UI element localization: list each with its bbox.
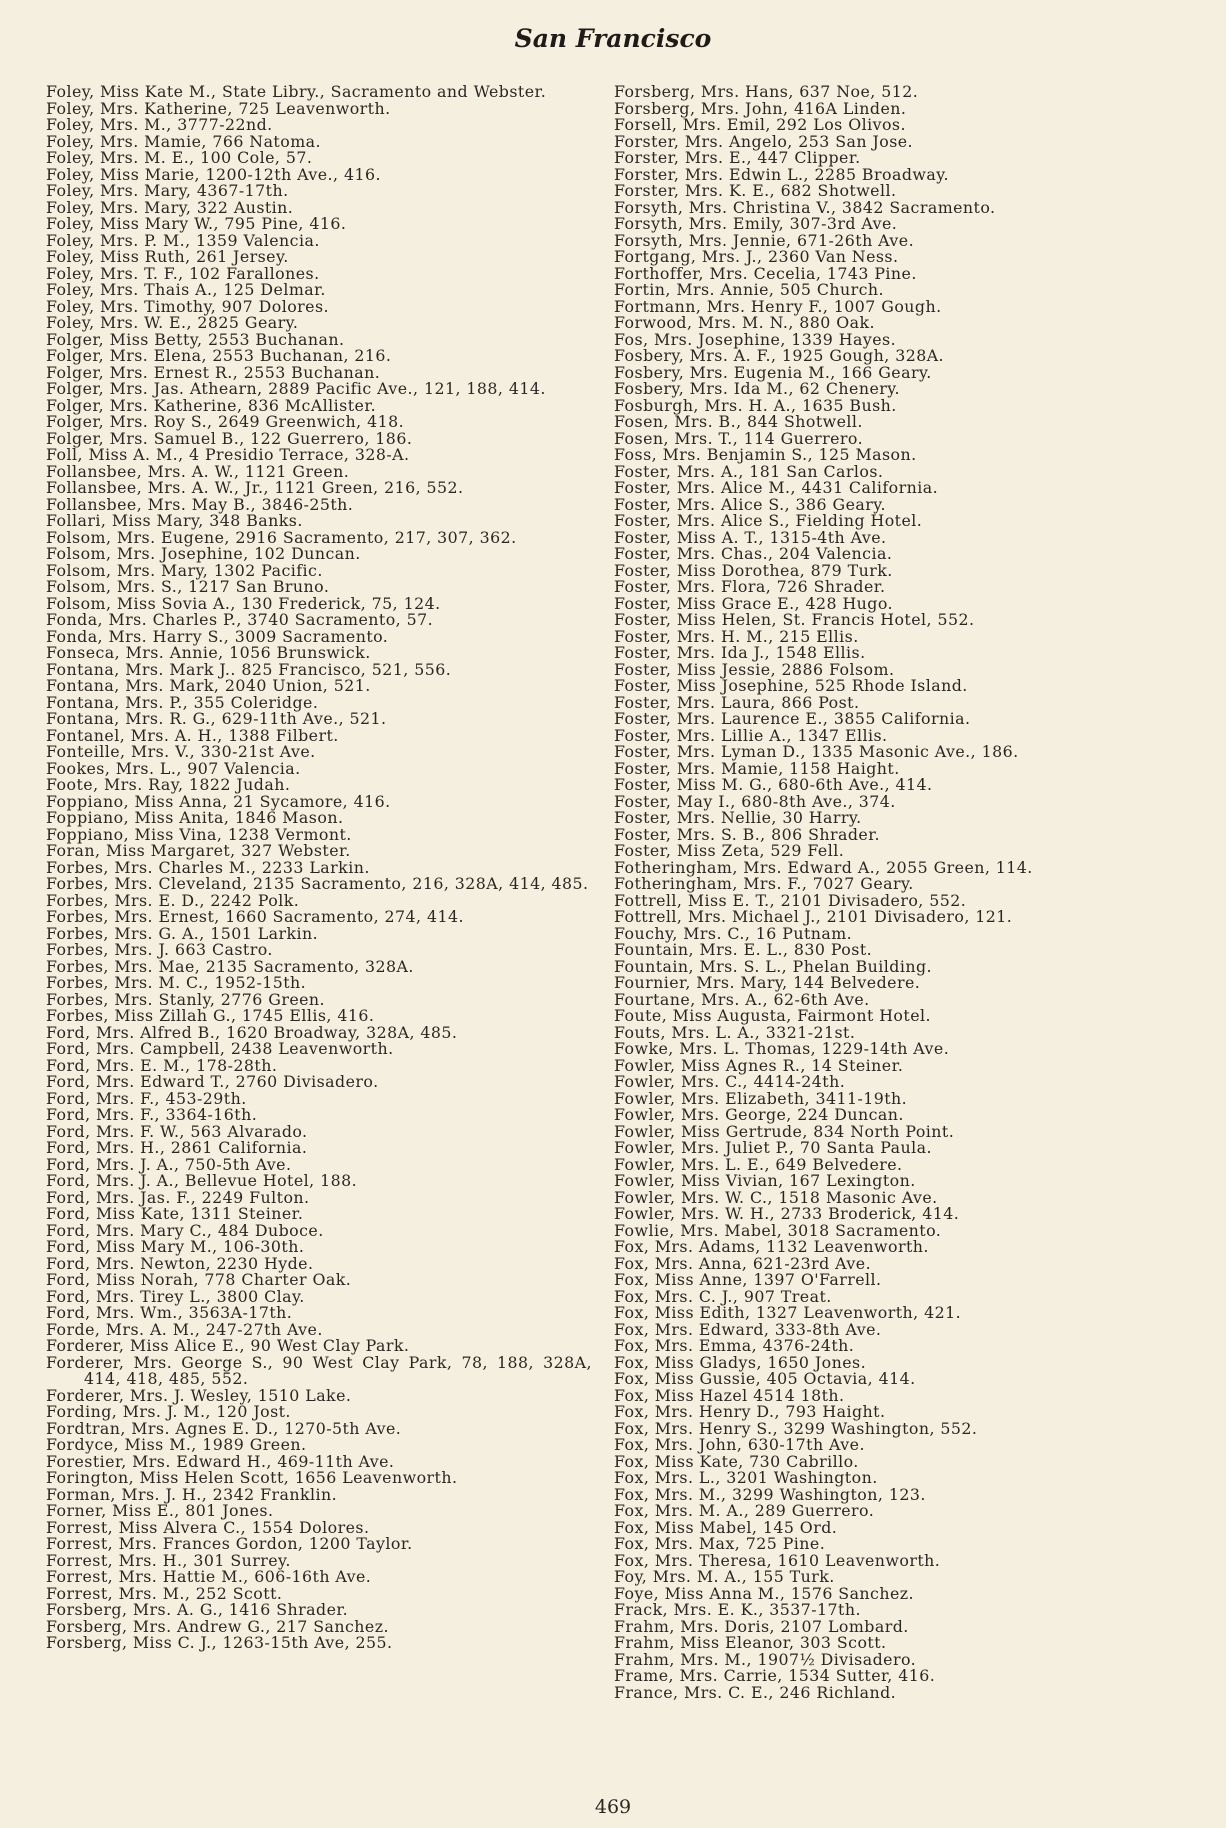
directory-entry: Foster, Mrs. Nellie, 30 Harry. [614,808,862,827]
directory-entry: Ford, Mrs. F., 453-29th. [46,1088,247,1108]
directory-entry: Fox, Miss Gladys, 1650 Jones. [614,1352,867,1372]
directory-entry: Folsom, Mrs. Eugene, 2916 Sacramento, 217, 307, 362. [46,527,517,547]
directory-entry: Foster, May I., 680-8th Ave., 374. [614,791,896,811]
directory-entry: Folger, Mrs. Jas. Athearn, 2889 Pacific Ave., 121, 188, 414. [46,379,546,398]
directory-entry: Fontana, Mrs. Mark, 2040 Union, 521. [46,676,371,695]
directory-entry: Forster, Mrs. Edwin L., 2285 Broadway. [614,164,949,184]
directory-entry: France, Mrs. C. E., 246 Richland. [614,1682,897,1702]
directory-entry: Forsberg, Mrs. Hans, 637 Noe, 512. [614,82,919,101]
directory-entry: Fortmann, Mrs. Henry F., 1007 Gough. [614,296,942,316]
directory-entry: Fotheringham, Mrs. Edward A., 2055 Green, 114. [614,857,1033,877]
directory-entry: Foster, Mrs. H. M., 215 Ellis. [614,626,859,646]
directory-entry: Forbes, Mrs. Cleveland, 2135 Sacramento, 216, 328A, 414, 485. [46,874,589,893]
directory-entry: Forbes, Mrs. Stanly, 2776 Green. [46,989,326,1009]
directory-entry: Fowler, Mrs. George, 224 Duncan. [614,1105,904,1124]
directory-entry: Folsom, Mrs. Josephine, 102 Duncan. [46,544,361,563]
directory-entry: Forington, Miss Helen Scott, 1656 Leavenworth. [46,1468,458,1487]
directory-entry: Forster, Mrs. Angelo, 253 San Jose. [614,131,914,151]
directory-entry: Foster, Miss A. T., 1315-4th Ave. [614,527,887,547]
directory-entry: Ford, Mrs. Edward T., 2760 Divisadero. [46,1072,379,1091]
directory-entry: Ford, Mrs. Mary C., 484 Duboce. [46,1220,324,1240]
directory-entry: Foster, Mrs. Flora, 726 Shrader. [614,577,886,596]
directory-entry: Foley, Mrs. Mamie, 766 Natoma. [46,131,321,151]
directory-entry: Ford, Mrs. Newton, 2230 Hyde. [46,1253,314,1273]
directory-entry: Frahm, Miss Eleanor, 303 Scott. [614,1633,887,1652]
directory-entry: Fountain, Mrs. E. L., 830 Post. [614,940,873,959]
directory-entry: Forbes, Mrs. Charles M., 2233 Larkin. [46,857,370,877]
directory-entry: Ford, Miss Kate, 1311 Steiner. [46,1204,304,1223]
directory-entry: Folger, Mrs. Ernest R., 2553 Buchanan. [46,362,381,382]
directory-entry: Fowler, Miss Agnes R., 14 Steiner. [614,1055,904,1075]
directory-entry: Fordtran, Mrs. Agnes E. D., 1270-5th Ave. [46,1418,402,1438]
directory-entry: Foster, Miss M. G., 680-6th Ave., 414. [614,775,933,794]
directory-entry: Folger, Mrs. Roy S., 2649 Greenwich, 418. [46,412,405,431]
directory-entry: Fonda, Mrs. Charles P., 3740 Sacramento, 57. [46,610,434,629]
directory-entry: Fox, Mrs. L., 3201 Washington. [614,1468,878,1487]
directory-entry: Foster, Mrs. Lyman D., 1335 Masonic Ave., 186. [614,742,1019,761]
directory-entry: Foute, Miss Augusta, Fairmont Hotel. [614,1006,931,1025]
directory-entry: Fox, Mrs. Max, 725 Pine. [614,1534,826,1553]
directory-entry: Foster, Miss Zeta, 529 Fell. [614,841,845,860]
directory-entry: Forbes, Mrs. Ernest, 1660 Sacramento, 274, 414. [46,907,464,926]
directory-entry: Foote, Mrs. Ray, 1822 Judah. [46,775,291,794]
directory-entry: Fosbery, Mrs. A. F., 1925 Gough, 328A. [614,346,945,365]
directory-entry: Forestier, Mrs. Edward H., 469-11th Ave. [46,1451,395,1471]
directory-entry: Ford, Mrs. Jas. F., 2249 Fulton. [46,1187,310,1207]
directory-entry: Forsberg, Mrs. Andrew G., 217 Sanchez. [46,1616,389,1636]
directory-entry: Foster, Mrs. Laurence E., 3855 California. [614,709,971,728]
directory-entry: Fox, Mrs. John, 630-17th Ave. [614,1435,865,1454]
directory-entry: Ford, Mrs. F. W., 563 Alvarado. [46,1121,308,1141]
directory-entry: Ford, Mrs. E. M., 178-28th. [46,1055,278,1075]
directory-entry: Fottrell, Mrs. Michael J., 2101 Divisadero, 121. [614,907,1013,926]
directory-entry: Foley, Mrs. Mary, 4367-17th. [46,181,289,200]
directory-entry: Follansbee, Mrs. A. W., Jr., 1121 Green, 216, 552. [46,478,464,497]
directory-entry: Forsell, Mrs. Emil, 292 Los Olivos. [614,115,906,134]
page-number: 469 [594,1796,632,1818]
directory-entry: Fowler, Miss Gertrude, 834 North Point. [614,1121,955,1141]
directory-entry: Fotheringham, Mrs. F., 7027 Geary. [614,874,914,893]
directory-entry: Fournier, Mrs. Mary, 144 Belvedere. [614,973,921,992]
directory-entry: Forman, Mrs. J. H., 2342 Franklin. [46,1484,338,1504]
directory-entry: Fosbery, Mrs. Eugenia M., 166 Geary. [614,362,932,382]
directory-entry: Fowler, Mrs. Juliet P., 70 Santa Paula. [614,1138,932,1157]
directory-entry: Ford, Mrs. Tirey L., 3800 Clay. [46,1286,305,1306]
directory-entry: Folsom, Mrs. Mary, 1302 Pacific. [46,560,323,580]
directory-entry: Folger, Mrs. Katherine, 836 McAllister. [46,395,377,415]
directory-entry: Folger, Miss Betty, 2553 Buchanan. [46,329,345,349]
directory-entry: Fox, Mrs. Henry S., 3299 Washington, 552. [614,1418,978,1438]
directory-entry: Forsyth, Mrs. Emily, 307-3rd Ave. [614,214,898,233]
directory-column-left [46,84,592,1652]
directory-entry: Fox, Mrs. Edward, 333-8th Ave. [614,1319,882,1339]
directory-entry: Forbes, Mrs. M. C., 1952-15th. [46,973,307,992]
directory-entry: Fosen, Mrs. B., 844 Shotwell. [614,412,863,431]
directory-entry: Folger, Mrs. Elena, 2553 Buchanan, 216. [46,346,392,365]
directory-entry: Fording, Mrs. J. M., 120 Jost. [46,1402,291,1421]
directory-entry: Frahm, Mrs. M., 1907½ Divisadero. [614,1649,917,1669]
directory-entry: Fox, Miss Kate, 730 Cabrillo. [614,1451,859,1471]
directory-entry: Frahm, Mrs. Doris, 2107 Lombard. [614,1616,909,1636]
directory-entry: Foley, Mrs. P. M., 1359 Valencia. [46,230,320,250]
directory-entry: Fortgang, Mrs. J., 2360 Van Ness. [614,247,899,266]
directory-entry: Foster, Miss Josephine, 525 Rhode Island. [614,676,968,695]
page-title: San Francisco [514,24,712,53]
directory-entry: Foley, Mrs. Mary, 322 Austin. [46,197,294,217]
directory-entry: Fox, Mrs. Adams, 1132 Leavenworth. [614,1237,929,1256]
directory-entry: Forbes, Mrs. G. A., 1501 Larkin. [46,923,319,943]
directory-entry: Follari, Miss Mary, 348 Banks. [46,511,303,530]
directory-entry: Foster, Mrs. Alice S., 386 Geary. [614,494,887,514]
directory-entry: Fox, Miss Anne, 1397 O'Farrell. [614,1270,882,1289]
directory-entry: Fowler, Mrs. W. H., 2733 Broderick, 414. [614,1204,960,1223]
directory-entry: Fountain, Mrs. S. L., Phelan Building. [614,956,932,976]
directory-entry: Ford, Miss Norah, 778 Charter Oak. [46,1270,352,1289]
directory-entry: Fowler, Mrs. W. C., 1518 Masonic Ave. [614,1187,938,1207]
directory-entry: Ford, Mrs. Alfred B., 1620 Broadway, 328A, 485. [46,1022,458,1042]
directory-entry: Foppiano, Miss Anita, 1846 Mason. [46,808,344,827]
directory-entry: Forderer, Miss Alice E., 90 West Clay Park. [46,1336,410,1355]
directory-entry: Fosbery, Mrs. Ida M., 62 Chenery. [614,379,901,398]
directory-entry: Fontanel, Mrs. A. H., 1388 Filbert. [46,725,339,745]
directory-entry: Fox, Mrs. M. A., 289 Guerrero. [614,1501,875,1520]
directory-entry: Foley, Mrs. M., 3777-22nd. [46,115,273,134]
directory-entry: Fox, Mrs. Anna, 621-23rd Ave. [614,1253,872,1273]
directory-entry: Foster, Miss Helen, St. Francis Hotel, 552. [614,610,975,629]
directory-entry: Fox, Miss Gussie, 405 Octavia, 414. [614,1369,916,1388]
directory-entry: Foster, Mrs. Mamie, 1158 Haight. [614,758,900,778]
directory-entry: Fowler, Miss Vivian, 167 Lexington. [614,1171,916,1190]
directory-entry: Forbes, Miss Zillah G., 1745 Ellis, 416. [46,1006,375,1025]
directory-entry: Foster, Miss Jessie, 2886 Folsom. [614,659,895,679]
directory-entry: Frack, Mrs. E. K., 3537-17th. [614,1600,861,1619]
directory-entry: Fourtane, Mrs. A., 62-6th Ave. [614,989,870,1009]
directory-entry: Foley, Miss Kate M., State Libry., Sacramento and Webster. [46,82,547,101]
directory-entry: Forrest, Mrs. H., 301 Surrey. [46,1550,291,1570]
directory-entry: Ford, Mrs. J. A., 750-5th Ave. [46,1154,292,1174]
directory-entry: Foley, Miss Mary W., 795 Pine, 416. [46,214,347,233]
directory-entry: Fowler, Mrs. C., 4414-24th. [614,1072,846,1091]
directory-entry: Fowler, Mrs. L. E., 649 Belvedere. [614,1154,903,1174]
directory-entry: Foley, Miss Ruth, 261 Jersey. [46,247,289,266]
directory-entry: Foley, Mrs. T. F., 102 Farallones. [46,263,320,283]
directory-entry: Fordyce, Miss M., 1989 Green. [46,1435,307,1454]
directory-column-right [614,84,1170,1701]
directory-entry: Foran, Miss Margaret, 327 Webster. [46,841,351,860]
directory-entry: Folsom, Mrs. S., 1217 San Bruno. [46,577,330,596]
directory-entry: Fox, Miss Edith, 1327 Leavenworth, 421. [614,1303,962,1322]
directory-entry: Fontana, Mrs. Mark J.. 825 Francisco, 521, 556. [46,659,452,679]
directory-entry: Foster, Miss Grace E., 428 Hugo. [614,593,894,613]
directory-entry: Foster, Mrs. S. B., 806 Shrader. [614,824,880,844]
directory-entry: Fowke, Mrs. L. Thomas, 1229-14th Ave. [614,1039,950,1058]
directory-entry: Ford, Miss Mary M., 106-30th. [46,1237,305,1256]
directory-entry: Forthoffer, Mrs. Cecelia, 1743 Pine. [614,263,917,283]
directory-entry: Forrest, Mrs. Hattie M., 606-16th Ave. [46,1567,372,1586]
directory-entry: Forrest, Miss Alvera C., 1554 Dolores. [46,1517,370,1537]
directory-entry: Foye, Miss Anna M., 1576 Sanchez. [614,1583,915,1603]
directory-entry: Foley, Mrs. Katherine, 725 Leavenworth. [46,98,391,118]
directory-entry: Ford, Mrs. Wm., 3563A-17th. [46,1303,293,1322]
directory-entry: Foley, Mrs. W. E., 2825 Geary. [46,313,299,332]
directory-entry: Folger, Mrs. Samuel B., 122 Guerrero, 186. [46,428,413,448]
directory-entry: Fox, Miss Hazel 4514 18th. [614,1385,845,1405]
directory-entry: Forster, Mrs. E., 447 Clipper. [614,148,861,167]
directory-entry: Foster, Mrs. Alice M., 4431 California. [614,478,939,497]
directory-entry: Forderer, Mrs. George S., 90 West Clay Park, 78, 188, 328A, 414, 418, 485, 552. [46,1352,592,1388]
directory-entry: Foley, Miss Marie, 1200-12th Ave., 416. [46,164,381,184]
directory-entry: Fontana, Mrs. R. G., 629-11th Ave., 521. [46,709,387,728]
directory-entry: Forsberg, Miss C. J., 1263-15th Ave, 255. [46,1633,393,1652]
directory-entry: Forbes, Mrs. J. 663 Castro. [46,940,273,959]
directory-entry: Fonda, Mrs. Harry S., 3009 Sacramento. [46,626,389,646]
directory-entry: Foley, Mrs. Timothy, 907 Dolores. [46,296,330,316]
directory-entry: Forrest, Mrs. Frances Gordon, 1200 Taylor. [46,1534,413,1553]
directory-entry: Fowler, Mrs. Elizabeth, 3411-19th. [614,1088,908,1108]
directory-entry: Foley, Mrs. Thais A., 125 Delmar. [46,280,326,299]
directory-entry: Fos, Mrs. Josephine, 1339 Hayes. [614,329,897,349]
directory-entry: Forrest, Mrs. M., 252 Scott. [46,1583,283,1603]
directory-entry: Fox, Mrs. M., 3299 Washington, 123. [614,1484,926,1504]
directory-entry: Forsberg, Mrs. John, 416A Linden. [614,98,907,118]
directory-entry: Fottrell, Miss E. T., 2101 Divisadero, 552. [614,890,967,910]
directory-entry: Forsberg, Mrs. A. G., 1416 Shrader. [46,1600,349,1619]
directory-entry: Fox, Miss Mabel, 145 Ord. [614,1517,838,1537]
directory-entry: Folsom, Miss Sovia A., 130 Frederick, 75, 124. [46,593,441,613]
directory-entry: Ford, Mrs. J. A., Bellevue Hotel, 188. [46,1171,358,1190]
directory-entry: Fowlie, Mrs. Mabel, 3018 Sacramento. [614,1220,942,1240]
directory-entry: Forster, Mrs. K. E., 682 Shotwell. [614,181,897,200]
directory-entry: Fonteille, Mrs. V., 330-21st Ave. [46,742,316,761]
directory-entry: Fosburgh, Mrs. H. A., 1635 Bush. [614,395,897,415]
directory-entry: Foley, Mrs. M. E., 100 Cole, 57. [46,148,313,167]
directory-entry: Forsyth, Mrs. Christina V., 3842 Sacramento. [614,197,996,217]
directory-entry: Ford, Mrs. H., 2861 California. [46,1138,308,1157]
directory-entry: Foy, Mrs. M. A., 155 Turk. [614,1567,835,1586]
directory-entry: Fouts, Mrs. L. A., 3321-21st. [614,1022,856,1042]
directory-entry: Foster, Mrs. Lillie A., 1347 Ellis. [614,725,888,745]
directory-entry: Forwood, Mrs. M. N., 880 Oak. [614,313,876,332]
directory-entry: Forde, Mrs. A. M., 247-27th Ave. [46,1319,323,1339]
directory-entry: Forner, Miss E., 801 Jones. [46,1501,274,1520]
directory-entry: Forbes, Mrs. Mae, 2135 Sacramento, 328A. [46,956,414,976]
directory-entry: Fortin, Mrs. Annie, 505 Church. [614,280,885,299]
directory-entry: Foster, Mrs. Laura, 866 Post. [614,692,860,712]
directory-entry: Forbes, Mrs. E. D., 2242 Polk. [46,890,300,910]
directory-entry: Ford, Mrs. Campbell, 2438 Leavenworth. [46,1039,394,1058]
directory-entry: Forderer, Mrs. J. Wesley, 1510 Lake. [46,1385,352,1405]
directory-entry: Fox, Mrs. Theresa, 1610 Leavenworth. [614,1550,941,1570]
directory-entry: Fox, Mrs. C. J., 907 Treat. [614,1286,832,1306]
directory-entry: Fox, Mrs. Henry D., 793 Haight. [614,1402,886,1421]
directory-entry: Foppiano, Miss Vina, 1238 Vermont. [46,824,352,844]
directory-entry: Ford, Mrs. F., 3364-16th. [46,1105,258,1124]
directory-entry: Foster, Mrs. Alice S., Fielding Hotel. [614,511,923,530]
directory-entry: Follansbee, Mrs. A. W., 1121 Green. [46,461,350,481]
directory-entry: Foster, Mrs. A., 181 San Carlos. [614,461,884,481]
directory-entry: Foster, Miss Dorothea, 879 Turk. [614,560,893,580]
directory-entry: Fosen, Mrs. T., 114 Guerrero. [614,428,864,448]
directory-entry: Foll, Miss A. M., 4 Presidio Terrace, 328-A. [46,445,410,464]
directory-entry: Foster, Mrs. Chas., 204 Valencia. [614,544,893,563]
directory-entry: Frame, Mrs. Carrie, 1534 Sutter, 416. [614,1666,936,1685]
directory-entry: Fouchy, Mrs. C., 16 Putnam. [614,923,853,943]
directory-entry: Foster, Mrs. Ida J., 1548 Ellis. [614,643,866,662]
directory-entry: Foss, Mrs. Benjamin S., 125 Mason. [614,445,917,464]
directory-entry: Fonseca, Mrs. Annie, 1056 Brunswick. [46,643,371,662]
directory-entry: Fontana, Mrs. P., 355 Coleridge. [46,692,319,712]
directory-entry: Fookes, Mrs. L., 907 Valencia. [46,758,301,778]
directory-entry: Fox, Mrs. Emma, 4376-24th. [614,1336,855,1355]
directory-entry: Follansbee, Mrs. May B., 3846-25th. [46,494,354,514]
directory-entry: Forsyth, Mrs. Jennie, 671-26th Ave. [614,230,915,250]
directory-entry: Foppiano, Miss Anna, 21 Sycamore, 416. [46,791,391,811]
